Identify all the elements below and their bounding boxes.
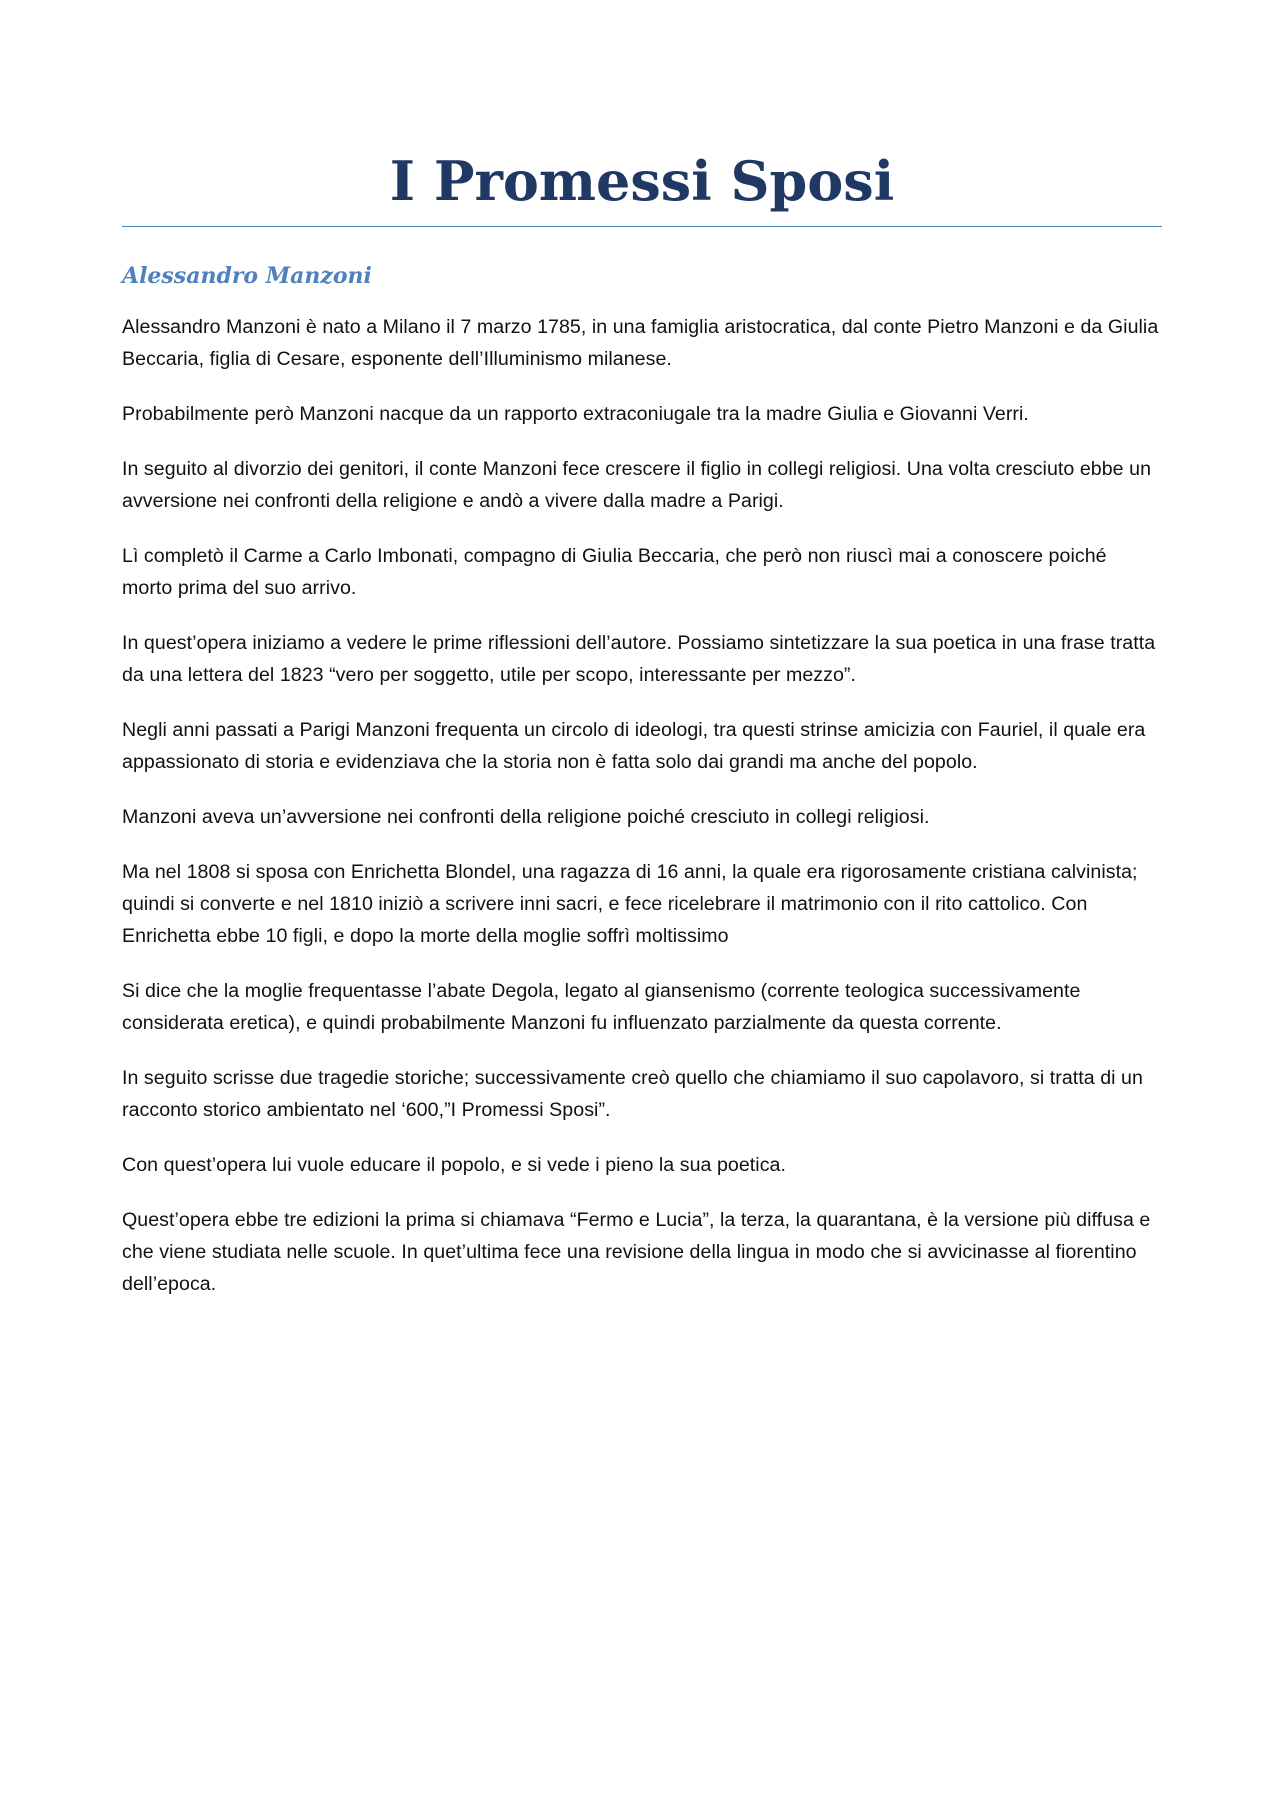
paragraph-tragedies: In seguito scrisse due tragedie storiche; successivamente creò quello che chiamiamo il suo capolavoro, si tratta di un racconto storico ambientato nel ‘600,”I Promessi Sposi”. bbox=[122, 1067, 1143, 1122]
document-title: I Promessi Sposi bbox=[122, 150, 1162, 227]
paragraph-aversion: Manzoni aveva un’avversione nei confronti della religione poiché cresciuto in collegi religiosi. bbox=[122, 806, 930, 829]
paragraph-marriage: Ma nel 1808 si sposa con Enrichetta Blondel, una ragazza di 16 anni, la quale era rigorosamente cristiana calvinista; quindi si converte e nel 1810 iniziò a scrivere inni sacri, e fece ricelebrare il matrimonio con il rito cattolico. Con Enrichetta ebbe 10 figli, e dopo la morte della moglie soffrì moltissimo bbox=[122, 861, 1138, 948]
document-page bbox=[122, 150, 1162, 1323]
paragraph-carme: Lì completò il Carme a Carlo Imbonati, compagno di Giulia Beccaria, che però non riuscì mai a conoscere poiché morto prima del suo arrivo. bbox=[122, 545, 1107, 600]
paragraph-editions: Quest’opera ebbe tre edizioni la prima si chiamava “Fermo e Lucia”, la terza, la quarantana, è la versione più diffusa e che viene studiata nelle scuole. In quet’ultima fece una revisione della lingua in modo che si avvicinasse al fiorentino dell’epoca. bbox=[122, 1209, 1151, 1296]
paragraph-jansenism: Si dice che la moglie frequentasse l’abate Degola, legato al giansenismo (corrente teologica successivamente considerata eretica), e quindi probabilmente Manzoni fu influenzato parzialmente da questa corrente. bbox=[122, 980, 1081, 1035]
paragraph-birth: Alessandro Manzoni è nato a Milano il 7 marzo 1785, in una famiglia aristocratica, dal conte Pietro Manzoni e da Giulia Beccaria, figlia di Cesare, esponente dell’Illuminismo milanese. bbox=[122, 316, 1159, 371]
paragraph-education: Con quest’opera lui vuole educare il popolo, e si vede i pieno la sua poetica. bbox=[122, 1154, 786, 1177]
paragraph-childhood: In seguito al divorzio dei genitori, il conte Manzoni fece crescere il figlio in collegi religiosi. Una volta cresciuto ebbe un avversione nei confronti della religione e andò a vivere dalla madre a Parigi. bbox=[122, 458, 1152, 513]
section-heading-author: Alessandro Manzoni bbox=[122, 263, 372, 290]
paragraph-poetics: In quest’opera iniziamo a vedere le prime riflessioni dell’autore. Possiamo sintetizzare la sua poetica in una frase tratta da una lettera del 1823 “vero per soggetto, utile per scopo, interessante per mezzo”. bbox=[122, 632, 1156, 687]
paragraph-paris: Negli anni passati a Parigi Manzoni frequenta un circolo di ideologi, tra questi strinse amicizia con Fauriel, il quale era appassionato di storia e evidenziava che la storia non è fatta solo dai grandi ma anche del popolo. bbox=[122, 719, 1146, 774]
paragraph-origin: Probabilmente però Manzoni nacque da un rapporto extraconiugale tra la madre Giulia e Giovanni Verri. bbox=[122, 403, 1029, 426]
